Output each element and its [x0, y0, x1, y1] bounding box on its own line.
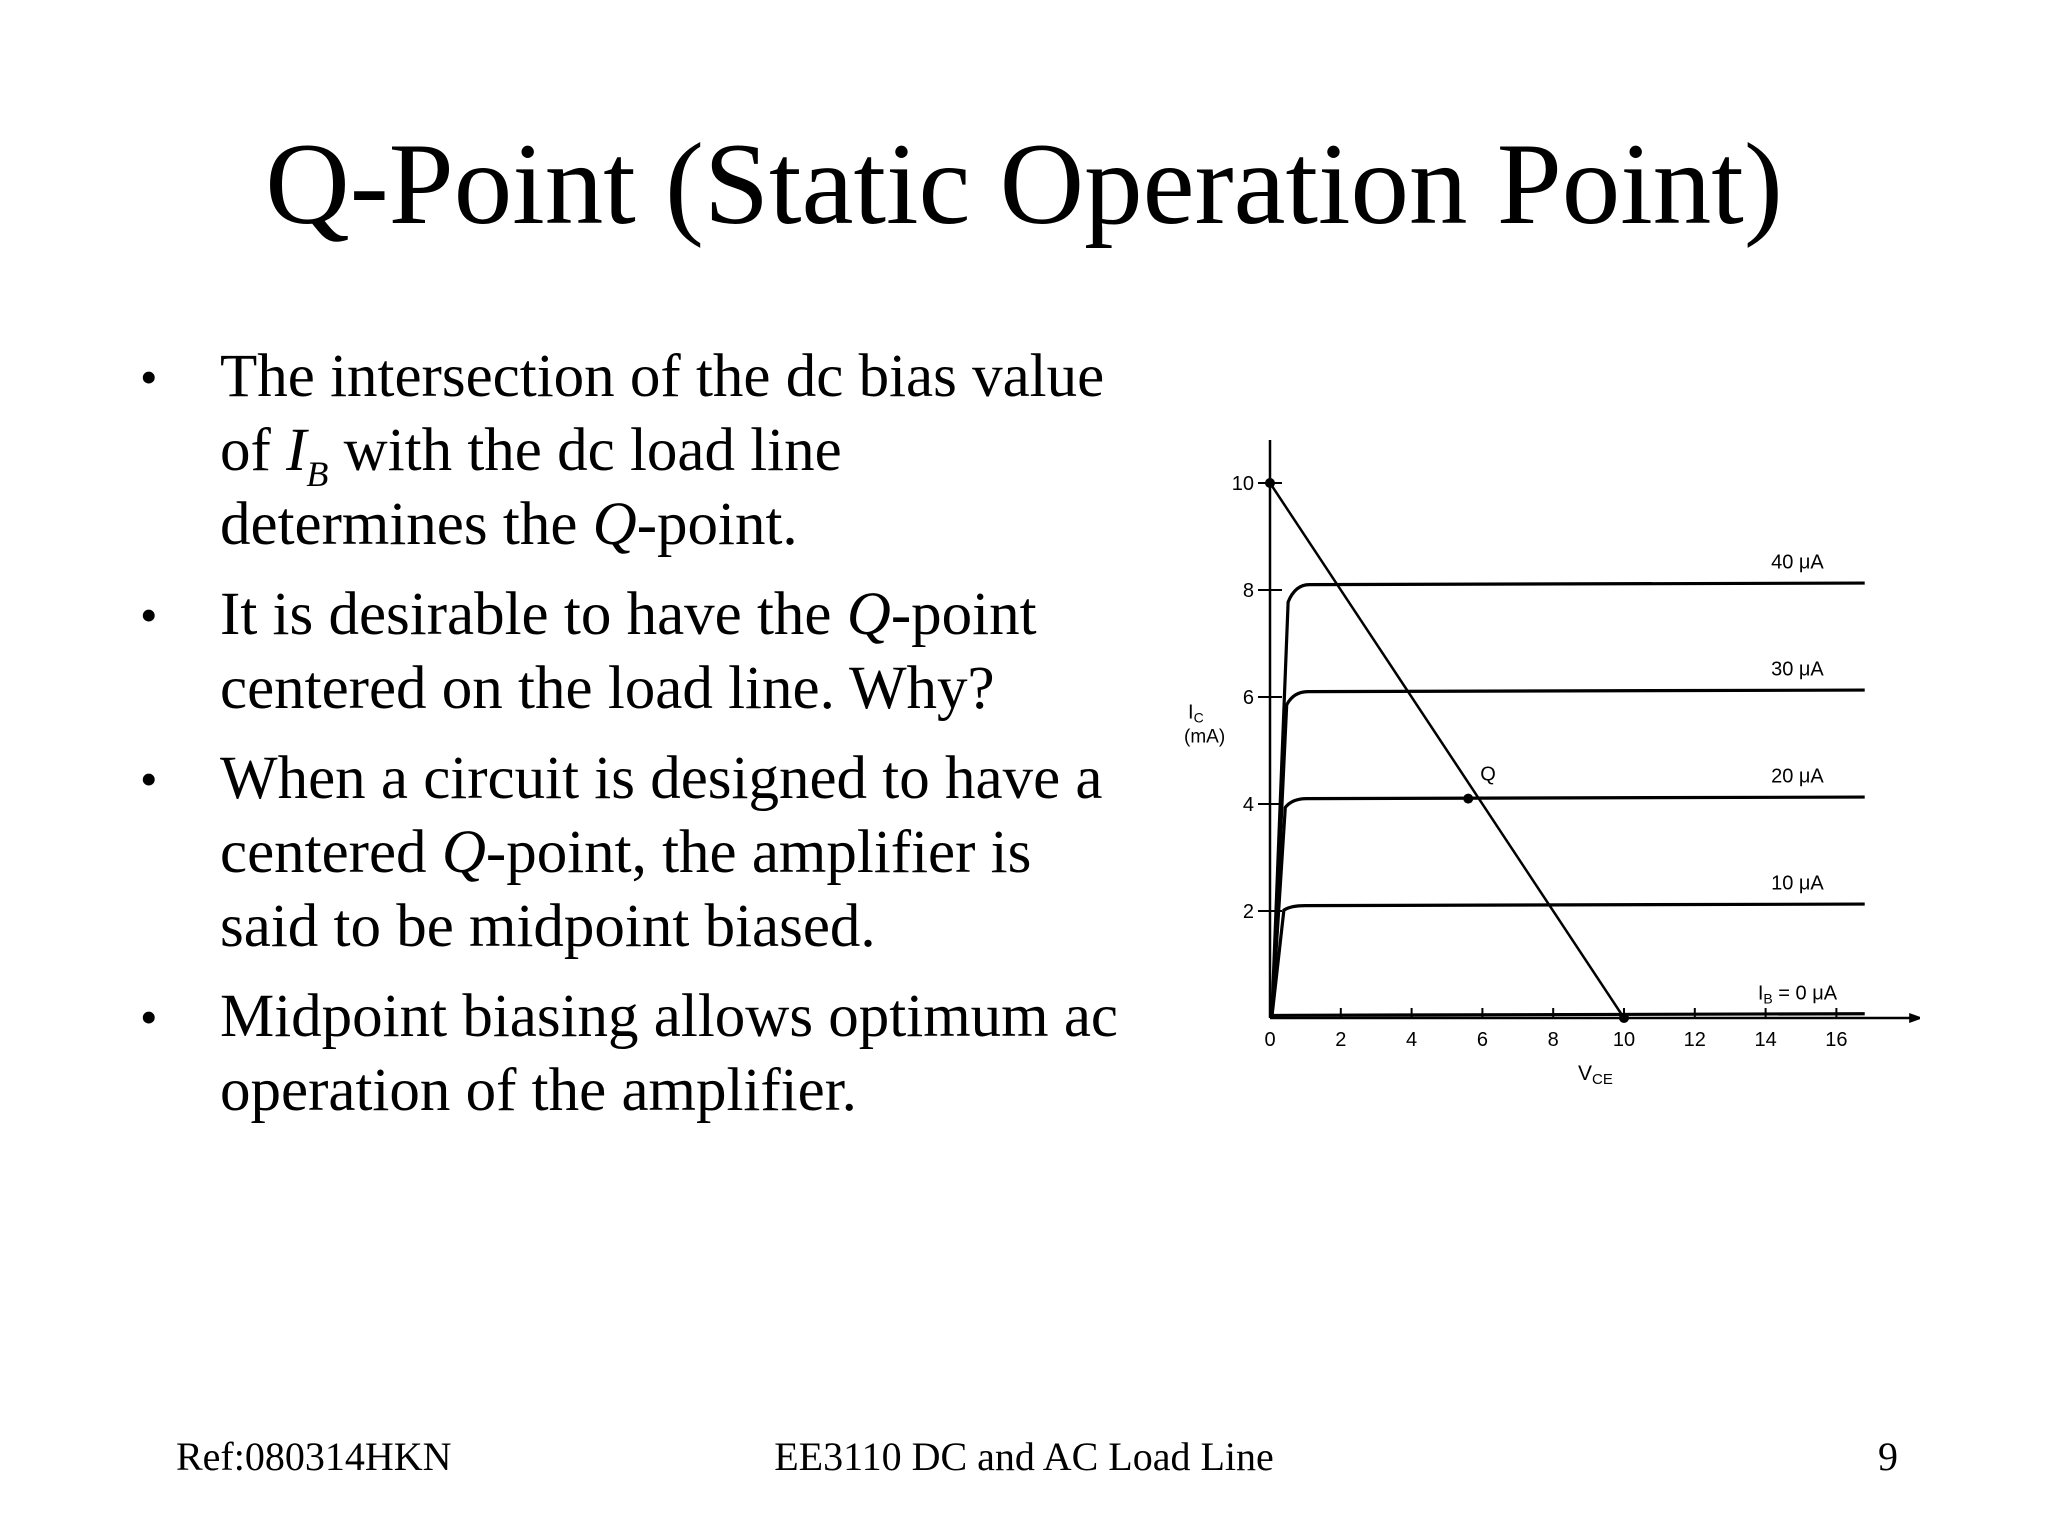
curve-label: 20 μA — [1771, 765, 1824, 788]
footer-course-title: EE3110 DC and AC Load Line — [774, 1434, 1274, 1479]
y-axis-unit: (mA) — [1184, 726, 1226, 748]
bullet-text: Midpoint biasing allows optimum ac operation of the amplifier. — [220, 983, 1118, 1124]
x-tick-label: 6 — [1476, 1029, 1488, 1051]
bullet-marker: • — [140, 587, 158, 643]
curve-label: $I_B = 0$ μA — [1757, 982, 1838, 1007]
curve-label: 30 μA — [1771, 658, 1824, 681]
variable-q: Q — [846, 581, 891, 648]
bullet-text: -point. — [636, 491, 798, 558]
q-point-marker — [1463, 794, 1473, 804]
bullet-text: -point, the amplifier is said to be midpoint biased. — [220, 819, 1032, 960]
curve-label: 10 μA — [1771, 872, 1824, 895]
y-tick-label: 10 — [1231, 473, 1254, 495]
bullet-marker: • — [140, 349, 158, 405]
x-tick-label: 14 — [1754, 1029, 1777, 1051]
bullet-text: -point centered on the load line. Why? — [220, 581, 1037, 722]
bullet-text: with the dc load line determines the — [220, 417, 842, 558]
load-line-endpoint — [1619, 1013, 1629, 1023]
bullet-list — [140, 340, 1120, 1144]
slide-title: Q-Point (Static Operation Point) — [265, 120, 1783, 249]
bullet-item — [140, 340, 1120, 562]
variable-i: I — [286, 417, 307, 484]
dc-load-line — [1270, 483, 1624, 1018]
y-tick-label: 2 — [1242, 901, 1254, 923]
y-axis-label: $I_C$ — [1188, 701, 1204, 726]
bullet-marker: • — [140, 751, 158, 807]
ib-curve — [1272, 583, 1865, 1018]
variable-q: Q — [441, 819, 486, 886]
y-tick-label: 4 — [1242, 794, 1254, 816]
x-tick-label: 8 — [1547, 1029, 1559, 1051]
ib-curve — [1272, 690, 1865, 1018]
x-tick-label: 4 — [1406, 1029, 1418, 1051]
footer-reference: Ref:080314HKN — [176, 1434, 452, 1479]
bullet-text: It is desirable to have the — [220, 581, 847, 648]
load-line-chart — [1180, 440, 1920, 1100]
y-tick-label: 6 — [1242, 687, 1254, 709]
y-tick-label: 8 — [1242, 580, 1254, 602]
bullet-text: When a circuit is designed to have a centered — [220, 745, 1103, 886]
x-tick-label: 12 — [1683, 1029, 1706, 1051]
curve-label: 40 μA — [1771, 551, 1824, 574]
q-point-label: Q — [1480, 763, 1496, 786]
variable-q: Q — [592, 491, 637, 558]
bullet-item — [140, 980, 1120, 1128]
x-axis-label: VCE — [1577, 1062, 1613, 1088]
bullet-marker: • — [140, 989, 158, 1045]
bullet-text: The intersection of the dc bias value of — [220, 343, 1105, 484]
variable-subscript: B — [306, 454, 329, 494]
bullet-item — [140, 578, 1120, 726]
bullet-item — [140, 742, 1120, 964]
load-line-endpoint — [1265, 478, 1275, 488]
x-tick-label: 10 — [1612, 1029, 1636, 1051]
footer-page-number: 9 — [1878, 1434, 1898, 1479]
x-tick-label: 2 — [1335, 1029, 1347, 1051]
x-axis-arrow — [1909, 1013, 1920, 1023]
x-tick-label: 0 — [1264, 1029, 1276, 1051]
x-tick-label: 16 — [1825, 1029, 1848, 1051]
